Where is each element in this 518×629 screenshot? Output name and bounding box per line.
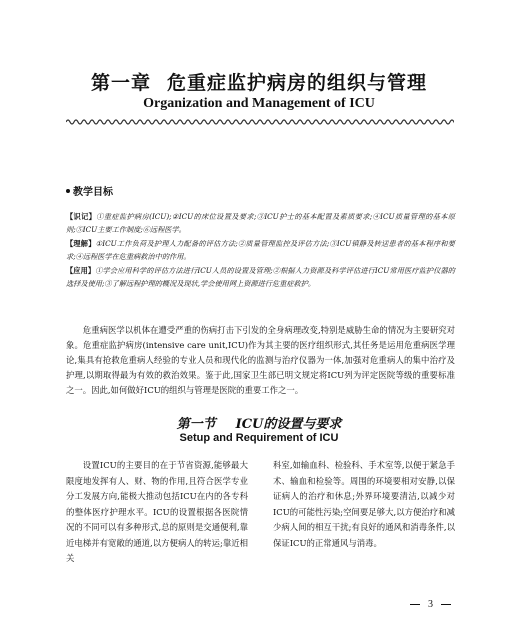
body-column-right: 科室,如输血科、检验科、手术室等,以便于紧急手术、输血和检验等。周围的环境要相对安静,以保证病人的治疗和休息;外界环境要清洁,以减少对ICU的可能性污染;空间要足够大,以方便治疗和减少病人间的相互干扰;有良好的通风和消毒条件,以保证ICU的正常通风与消毒。 (273, 460, 455, 548)
section-number: 第一节 (176, 417, 216, 432)
objective-text: ①重症监护病房(ICU);②ICU的床位设置及要求;③ICU护士的基本配置及素质要求;④ICU质量管理的基本原则;⑤ICU主要工作制度;⑥远程医学。 (66, 212, 455, 234)
objectives-heading-text: 教学目标 (73, 187, 113, 198)
objective-apply (66, 264, 455, 290)
chapter-subtitle: Organization and Management of ICU (143, 96, 375, 111)
chapter-number: 第一章 (90, 72, 151, 94)
page-number-text: 3 (428, 599, 433, 610)
page-number (410, 599, 451, 610)
bullet-dot-icon (66, 189, 70, 193)
dash-left (410, 604, 420, 605)
chapter-title (0, 68, 518, 95)
body-column-left: 设置ICU的主要目的在于节省资源,能够最大限度地发挥有人、财、物的作用,且符合医学专业分工发展方向,能极大推动包括ICU在内的各专科的整体医疗护理水平。ICU的设置根据各医院情况的不同可以有多种形式,总的原则是交通便利,靠近电梯并有宽敞的通道,以方便病人的转运;靠近相关 (66, 460, 248, 563)
objective-text: ①学会应用科学的评估方法进行ICU人员的设置及管理;②根据人力资源及科学评估进行ICU常用医疗监护仪器的选择及使用;③了解远程护理的概况及现状,学会使用网上资源进行危重症救护。 (66, 266, 455, 288)
intro-paragraph: 危重病医学以机体在遭受严重的伤病打击下引发的全身病理改变,特别是威胁生命的情况为主要研究对象。危重症监护病房(intensive care unit,ICU)作为其主要的医疗组织形式,其任务是运用危重病医学理论,集具有抢救危重病人经验的专业人员和现代化的监测与治疗仪器为一体,加强对危重病人的集中治疗及护理,以期取得最为有效的救治效果。鉴于此,国家卫生部已明文规定将ICU列为评定医院等级的重要标准之一。因此,如何做好ICU的组织与管理是医院的重要工作之一。 (66, 325, 455, 395)
chapter-title-text: 危重症监护病房的组织与管理 (167, 72, 428, 94)
objective-tag: 【识记】 (66, 212, 97, 221)
section-title (0, 413, 518, 432)
decorative-wavy-rule (66, 117, 454, 127)
section-subtitle: Setup and Requirement of ICU (179, 432, 339, 444)
section-title-text: ICU的设置与要求 (235, 417, 342, 432)
objective-text: ①ICU工作负荷及护理人力配备的评估方法;②质量管理监控及评估方法;③ICU镇静及转送患者的基本程序和要求;④远程医学在危重病救治中的作用。 (66, 239, 455, 261)
objectives-heading (66, 183, 113, 198)
objective-understand (66, 237, 455, 263)
objective-tag: 【理解】 (66, 239, 96, 248)
objective-tag: 【应用】 (66, 266, 96, 275)
dash-right (441, 604, 451, 605)
objective-recall (66, 210, 455, 236)
